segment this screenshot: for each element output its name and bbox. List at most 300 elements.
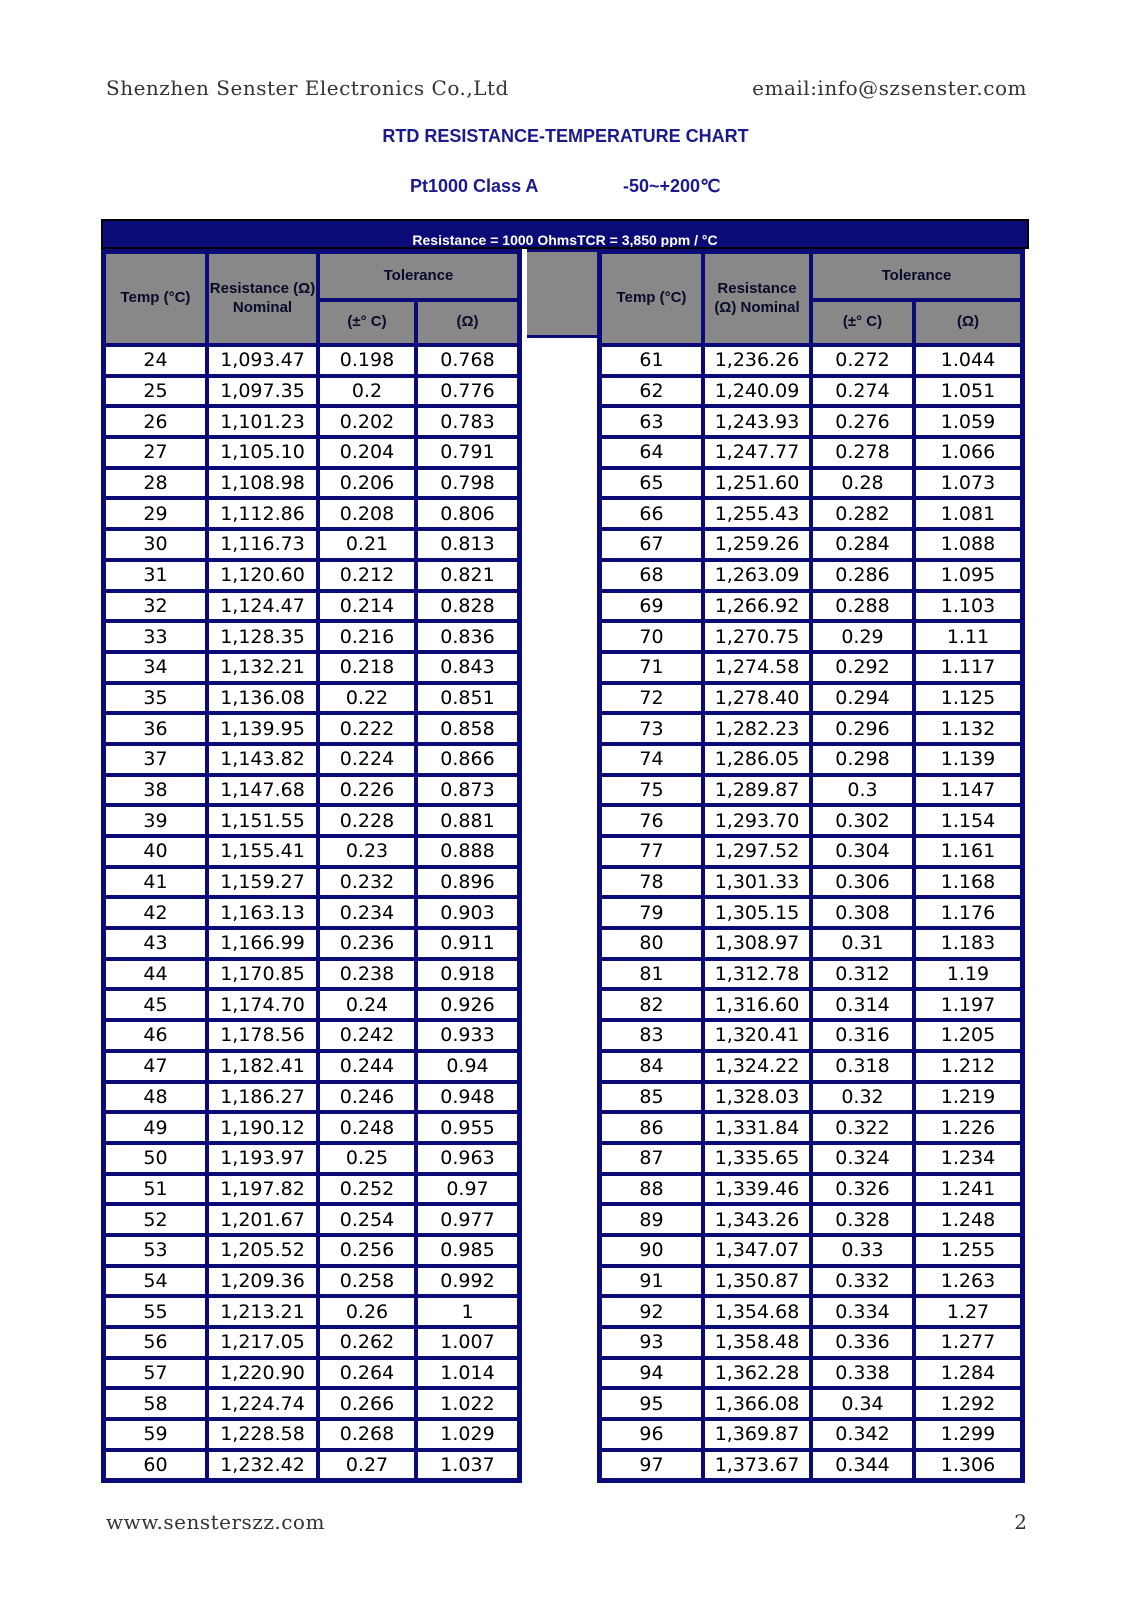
tolerance-ohm-cell: 0.903: [416, 897, 519, 928]
resistance-cell: 1,343.26: [703, 1204, 811, 1235]
tolerance-ohm-cell: 0.933: [416, 1020, 519, 1051]
temp-cell: 83: [600, 1020, 703, 1051]
temp-cell: 89: [600, 1204, 703, 1235]
table-row: [600, 1204, 1022, 1235]
temp-cell: 95: [600, 1388, 703, 1419]
tolerance-ohm-cell: 1.248: [914, 1204, 1022, 1235]
table-row: [600, 529, 1022, 560]
table-row: [600, 744, 1022, 775]
resistance-cell: 1,282.23: [703, 713, 811, 744]
tolerance-deg-cell: 0.302: [811, 805, 914, 836]
resistance-cell: 1,128.35: [207, 621, 318, 652]
table-row: [104, 744, 519, 775]
table-row: [104, 1266, 519, 1297]
resistance-cell: 1,186.27: [207, 1082, 318, 1113]
resistance-cell: 1,193.97: [207, 1143, 318, 1174]
temp-cell: 71: [600, 652, 703, 683]
table-row: [104, 867, 519, 898]
tolerance-deg-cell: 0.206: [318, 468, 416, 499]
table-row: [104, 713, 519, 744]
tolerance-ohm-cell: 0.888: [416, 836, 519, 867]
resistance-cell: 1,339.46: [703, 1174, 811, 1205]
resistance-cell: 1,143.82: [207, 744, 318, 775]
table-row: [600, 437, 1022, 468]
temp-cell: 76: [600, 805, 703, 836]
table-row: [104, 345, 519, 376]
resistance-cell: 1,217.05: [207, 1327, 318, 1358]
table-row: [600, 498, 1022, 529]
tolerance-deg-cell: 0.198: [318, 345, 416, 376]
temp-cell: 26: [104, 406, 207, 437]
table-row: [104, 683, 519, 714]
resistance-cell: 1,278.40: [703, 683, 811, 714]
table-row: [600, 867, 1022, 898]
resistance-cell: 1,297.52: [703, 836, 811, 867]
tolerance-ohm-cell: 1.299: [914, 1419, 1022, 1450]
tolerance-ohm-cell: 1.095: [914, 560, 1022, 591]
tolerance-ohm-cell: 1.306: [914, 1450, 1022, 1481]
tolerance-ohm-cell: 1.037: [416, 1450, 519, 1481]
table-row: [104, 1235, 519, 1266]
tolerance-deg-cell: 0.264: [318, 1358, 416, 1389]
table-row: [600, 713, 1022, 744]
tolerance-deg-cell: 0.226: [318, 775, 416, 806]
col-tolerance-header: Tolerance: [318, 252, 519, 300]
temp-cell: 31: [104, 560, 207, 591]
temp-cell: 81: [600, 959, 703, 990]
temp-cell: 49: [104, 1112, 207, 1143]
tolerance-ohm-cell: 1.014: [416, 1358, 519, 1389]
col-temp-header: Temp (°C): [600, 252, 703, 345]
col-tol-deg-header: (±° C): [318, 300, 416, 345]
col-temp-header: Temp (°C): [104, 252, 207, 345]
temp-cell: 45: [104, 989, 207, 1020]
temp-cell: 88: [600, 1174, 703, 1205]
resistance-cell: 1,201.67: [207, 1204, 318, 1235]
tolerance-ohm-cell: 1.088: [914, 529, 1022, 560]
tolerance-ohm-cell: 1.255: [914, 1235, 1022, 1266]
tolerance-ohm-cell: 1.029: [416, 1419, 519, 1450]
resistance-cell: 1,293.70: [703, 805, 811, 836]
temp-cell: 63: [600, 406, 703, 437]
tolerance-ohm-cell: 1.168: [914, 867, 1022, 898]
table-row: [104, 1143, 519, 1174]
resistance-cell: 1,116.73: [207, 529, 318, 560]
rtd-table-left: [101, 249, 522, 1483]
tolerance-ohm-cell: 1.11: [914, 621, 1022, 652]
table-row: [600, 560, 1022, 591]
chart-title: RTD RESISTANCE-TEMPERATURE CHART: [382, 126, 749, 146]
resistance-cell: 1,328.03: [703, 1082, 811, 1113]
tolerance-deg-cell: 0.278: [811, 437, 914, 468]
resistance-cell: 1,312.78: [703, 959, 811, 990]
resistance-cell: 1,316.60: [703, 989, 811, 1020]
table-row: [104, 1020, 519, 1051]
resistance-cell: 1,120.60: [207, 560, 318, 591]
table-body-right: [600, 345, 1022, 1480]
tolerance-ohm-cell: 1.154: [914, 805, 1022, 836]
tolerance-ohm-cell: 1.263: [914, 1266, 1022, 1297]
tolerance-ohm-cell: 1.183: [914, 928, 1022, 959]
tolerance-ohm-cell: 1.081: [914, 498, 1022, 529]
tolerance-ohm-cell: 0.948: [416, 1082, 519, 1113]
tolerance-deg-cell: 0.33: [811, 1235, 914, 1266]
resistance-cell: 1,205.52: [207, 1235, 318, 1266]
resistance-cell: 1,369.87: [703, 1419, 811, 1450]
resistance-cell: 1,301.33: [703, 867, 811, 898]
table-row: [104, 897, 519, 928]
tolerance-deg-cell: 0.304: [811, 836, 914, 867]
resistance-cell: 1,190.12: [207, 1112, 318, 1143]
temp-cell: 61: [600, 345, 703, 376]
table-row: [600, 1051, 1022, 1082]
col-resistance-header: Resistance (Ω) Nominal: [703, 252, 811, 345]
tolerance-deg-cell: 0.23: [318, 836, 416, 867]
tolerance-ohm-cell: 0.977: [416, 1204, 519, 1235]
tolerance-deg-cell: 0.338: [811, 1358, 914, 1389]
temp-cell: 79: [600, 897, 703, 928]
temp-cell: 73: [600, 713, 703, 744]
tolerance-ohm-cell: 1.132: [914, 713, 1022, 744]
resistance-cell: 1,255.43: [703, 498, 811, 529]
temp-cell: 69: [600, 591, 703, 622]
company-email: email:info@szsenster.com: [752, 76, 1027, 100]
temp-cell: 57: [104, 1358, 207, 1389]
resistance-cell: 1,247.77: [703, 437, 811, 468]
tolerance-ohm-cell: 0.858: [416, 713, 519, 744]
temp-cell: 27: [104, 437, 207, 468]
tolerance-deg-cell: 0.216: [318, 621, 416, 652]
table-row: [104, 1388, 519, 1419]
resistance-cell: 1,358.48: [703, 1327, 811, 1358]
resistance-cell: 1,228.58: [207, 1419, 318, 1450]
table-row: [104, 775, 519, 806]
temp-cell: 47: [104, 1051, 207, 1082]
temp-cell: 67: [600, 529, 703, 560]
temp-cell: 39: [104, 805, 207, 836]
resistance-cell: 1,373.67: [703, 1450, 811, 1481]
tolerance-ohm-cell: 1.212: [914, 1051, 1022, 1082]
temp-cell: 60: [104, 1450, 207, 1481]
col-tolerance-header: Tolerance: [811, 252, 1022, 300]
tolerance-deg-cell: 0.224: [318, 744, 416, 775]
temp-cell: 50: [104, 1143, 207, 1174]
temp-cell: 96: [600, 1419, 703, 1450]
temp-cell: 75: [600, 775, 703, 806]
tolerance-ohm-cell: 0.866: [416, 744, 519, 775]
table-row: [104, 437, 519, 468]
tolerance-ohm-cell: 0.836: [416, 621, 519, 652]
table-row: [600, 1082, 1022, 1113]
resistance-cell: 1,308.97: [703, 928, 811, 959]
temp-cell: 77: [600, 836, 703, 867]
tolerance-deg-cell: 0.336: [811, 1327, 914, 1358]
temp-cell: 84: [600, 1051, 703, 1082]
tolerance-ohm-cell: 1.234: [914, 1143, 1022, 1174]
table-row: [104, 406, 519, 437]
tolerance-ohm-cell: 0.992: [416, 1266, 519, 1297]
table-row: [104, 1204, 519, 1235]
sensor-type: Pt1000 Class A: [410, 176, 539, 196]
temp-cell: 35: [104, 683, 207, 714]
resistance-cell: 1,139.95: [207, 713, 318, 744]
resistance-cell: 1,266.92: [703, 591, 811, 622]
tolerance-ohm-cell: 1.007: [416, 1327, 519, 1358]
tolerance-deg-cell: 0.34: [811, 1388, 914, 1419]
temp-cell: 53: [104, 1235, 207, 1266]
resistance-cell: 1,220.90: [207, 1358, 318, 1389]
tolerance-ohm-cell: 1: [416, 1296, 519, 1327]
tolerance-deg-cell: 0.262: [318, 1327, 416, 1358]
tolerance-deg-cell: 0.218: [318, 652, 416, 683]
resistance-cell: 1,136.08: [207, 683, 318, 714]
table-row: [104, 1296, 519, 1327]
tolerance-ohm-cell: 0.821: [416, 560, 519, 591]
temp-cell: 44: [104, 959, 207, 990]
table-row: [600, 959, 1022, 990]
temp-cell: 78: [600, 867, 703, 898]
temp-cell: 54: [104, 1266, 207, 1297]
resistance-cell: 1,240.09: [703, 376, 811, 407]
rtd-table-right: [597, 249, 1025, 1483]
tolerance-ohm-cell: 1.022: [416, 1388, 519, 1419]
tolerance-ohm-cell: 1.059: [914, 406, 1022, 437]
table-row: [104, 560, 519, 591]
tolerance-ohm-cell: 0.881: [416, 805, 519, 836]
tolerance-deg-cell: 0.344: [811, 1450, 914, 1481]
resistance-cell: 1,166.99: [207, 928, 318, 959]
resistance-cell: 1,197.82: [207, 1174, 318, 1205]
tolerance-deg-cell: 0.228: [318, 805, 416, 836]
tolerance-ohm-cell: 0.776: [416, 376, 519, 407]
resistance-cell: 1,243.93: [703, 406, 811, 437]
tolerance-ohm-cell: 1.051: [914, 376, 1022, 407]
tolerance-deg-cell: 0.202: [318, 406, 416, 437]
resistance-cell: 1,224.74: [207, 1388, 318, 1419]
table-row: [600, 1327, 1022, 1358]
tolerance-deg-cell: 0.334: [811, 1296, 914, 1327]
tolerance-deg-cell: 0.238: [318, 959, 416, 990]
tolerance-ohm-cell: 0.911: [416, 928, 519, 959]
table-row: [104, 1450, 519, 1481]
tolerance-ohm-cell: 1.125: [914, 683, 1022, 714]
tolerance-deg-cell: 0.322: [811, 1112, 914, 1143]
tolerance-deg-cell: 0.3: [811, 775, 914, 806]
resistance-cell: 1,155.41: [207, 836, 318, 867]
temp-cell: 43: [104, 928, 207, 959]
tolerance-ohm-cell: 1.292: [914, 1388, 1022, 1419]
table-row: [600, 989, 1022, 1020]
table-row: [104, 1051, 519, 1082]
resistance-cell: 1,324.22: [703, 1051, 811, 1082]
temperature-range: -50~+200℃: [623, 176, 721, 196]
tolerance-deg-cell: 0.252: [318, 1174, 416, 1205]
tolerance-deg-cell: 0.24: [318, 989, 416, 1020]
temp-cell: 62: [600, 376, 703, 407]
tolerance-deg-cell: 0.214: [318, 591, 416, 622]
table-row: [104, 1358, 519, 1389]
table-row: [104, 1327, 519, 1358]
tolerance-deg-cell: 0.242: [318, 1020, 416, 1051]
resistance-cell: 1,286.05: [703, 744, 811, 775]
tolerance-ohm-cell: 0.985: [416, 1235, 519, 1266]
table-row: [104, 1174, 519, 1205]
temp-cell: 66: [600, 498, 703, 529]
tolerance-ohm-cell: 0.955: [416, 1112, 519, 1143]
table-row: [600, 652, 1022, 683]
tolerance-ohm-cell: 1.044: [914, 345, 1022, 376]
tolerance-ohm-cell: 1.139: [914, 744, 1022, 775]
tolerance-ohm-cell: 0.851: [416, 683, 519, 714]
tolerance-ohm-cell: 0.783: [416, 406, 519, 437]
temp-cell: 33: [104, 621, 207, 652]
resistance-cell: 1,178.56: [207, 1020, 318, 1051]
table-row: [600, 1112, 1022, 1143]
company-name: Shenzhen Senster Electronics Co.,Ltd: [106, 76, 509, 100]
tolerance-ohm-cell: 0.97: [416, 1174, 519, 1205]
temp-cell: 40: [104, 836, 207, 867]
temp-cell: 65: [600, 468, 703, 499]
table-row: [600, 805, 1022, 836]
tolerance-ohm-cell: 0.813: [416, 529, 519, 560]
tolerance-ohm-cell: 0.896: [416, 867, 519, 898]
resistance-cell: 1,163.13: [207, 897, 318, 928]
table-row: [600, 406, 1022, 437]
tolerance-deg-cell: 0.268: [318, 1419, 416, 1450]
tolerance-deg-cell: 0.286: [811, 560, 914, 591]
table-row: [600, 1296, 1022, 1327]
table-row: [600, 683, 1022, 714]
tcr-banner: Resistance = 1000 OhmsTCR = 3,850 ppm / °C: [101, 219, 1029, 249]
table-row: [600, 1174, 1022, 1205]
tolerance-ohm-cell: 0.798: [416, 468, 519, 499]
temp-cell: 94: [600, 1358, 703, 1389]
resistance-cell: 1,236.26: [703, 345, 811, 376]
tolerance-deg-cell: 0.306: [811, 867, 914, 898]
tolerance-ohm-cell: 1.226: [914, 1112, 1022, 1143]
temp-cell: 55: [104, 1296, 207, 1327]
tolerance-ohm-cell: 0.963: [416, 1143, 519, 1174]
temp-cell: 91: [600, 1266, 703, 1297]
temp-cell: 42: [104, 897, 207, 928]
tolerance-deg-cell: 0.296: [811, 713, 914, 744]
temp-cell: 30: [104, 529, 207, 560]
tolerance-ohm-cell: 0.918: [416, 959, 519, 990]
table-row: [104, 805, 519, 836]
table-row: [104, 928, 519, 959]
temp-cell: 90: [600, 1235, 703, 1266]
temp-cell: 38: [104, 775, 207, 806]
table-body-left: [104, 345, 519, 1480]
table-row: [104, 376, 519, 407]
temp-cell: 28: [104, 468, 207, 499]
table-row: [600, 345, 1022, 376]
tolerance-deg-cell: 0.284: [811, 529, 914, 560]
temp-cell: 41: [104, 867, 207, 898]
table-row: [600, 1020, 1022, 1051]
temp-cell: 64: [600, 437, 703, 468]
table-row: [600, 1450, 1022, 1481]
tolerance-ohm-cell: 1.103: [914, 591, 1022, 622]
resistance-cell: 1,366.08: [703, 1388, 811, 1419]
resistance-cell: 1,335.65: [703, 1143, 811, 1174]
resistance-cell: 1,132.21: [207, 652, 318, 683]
resistance-cell: 1,097.35: [207, 376, 318, 407]
resistance-cell: 1,159.27: [207, 867, 318, 898]
tolerance-deg-cell: 0.212: [318, 560, 416, 591]
tolerance-ohm-cell: 1.147: [914, 775, 1022, 806]
col-tol-ohm-header: (Ω): [416, 300, 519, 345]
tolerance-deg-cell: 0.314: [811, 989, 914, 1020]
temp-cell: 51: [104, 1174, 207, 1205]
tolerance-deg-cell: 0.21: [318, 529, 416, 560]
temp-cell: 29: [104, 498, 207, 529]
tolerance-ohm-cell: 0.843: [416, 652, 519, 683]
resistance-cell: 1,270.75: [703, 621, 811, 652]
tolerance-deg-cell: 0.318: [811, 1051, 914, 1082]
temp-cell: 37: [104, 744, 207, 775]
tolerance-ohm-cell: 1.205: [914, 1020, 1022, 1051]
resistance-cell: 1,331.84: [703, 1112, 811, 1143]
tolerance-deg-cell: 0.274: [811, 376, 914, 407]
temp-cell: 97: [600, 1450, 703, 1481]
col-resistance-header: Resistance (Ω) Nominal: [207, 252, 318, 345]
tolerance-deg-cell: 0.324: [811, 1143, 914, 1174]
page-number: 2: [1014, 1510, 1027, 1534]
temp-cell: 25: [104, 376, 207, 407]
tolerance-ohm-cell: 1.117: [914, 652, 1022, 683]
table-row: [104, 1419, 519, 1450]
temp-cell: 68: [600, 560, 703, 591]
tolerance-deg-cell: 0.232: [318, 867, 416, 898]
tolerance-ohm-cell: 0.926: [416, 989, 519, 1020]
tolerance-deg-cell: 0.248: [318, 1112, 416, 1143]
tolerance-deg-cell: 0.292: [811, 652, 914, 683]
tolerance-ohm-cell: 1.284: [914, 1358, 1022, 1389]
temp-cell: 36: [104, 713, 207, 744]
table-row: [104, 836, 519, 867]
tolerance-ohm-cell: 1.176: [914, 897, 1022, 928]
resistance-cell: 1,108.98: [207, 468, 318, 499]
temp-cell: 58: [104, 1388, 207, 1419]
table-row: [104, 529, 519, 560]
tolerance-deg-cell: 0.31: [811, 928, 914, 959]
tolerance-deg-cell: 0.25: [318, 1143, 416, 1174]
resistance-cell: 1,112.86: [207, 498, 318, 529]
tolerance-deg-cell: 0.254: [318, 1204, 416, 1235]
table-row: [104, 1082, 519, 1113]
tolerance-deg-cell: 0.342: [811, 1419, 914, 1450]
table-row: [104, 468, 519, 499]
table-row: [600, 1266, 1022, 1297]
tolerance-deg-cell: 0.234: [318, 897, 416, 928]
tolerance-ohm-cell: 1.277: [914, 1327, 1022, 1358]
temp-cell: 56: [104, 1327, 207, 1358]
tolerance-deg-cell: 0.244: [318, 1051, 416, 1082]
temp-cell: 80: [600, 928, 703, 959]
tolerance-ohm-cell: 0.828: [416, 591, 519, 622]
table-row: [104, 591, 519, 622]
table-row: [104, 621, 519, 652]
table-row: [104, 989, 519, 1020]
table-row: [600, 1419, 1022, 1450]
resistance-cell: 1,170.85: [207, 959, 318, 990]
tolerance-deg-cell: 0.326: [811, 1174, 914, 1205]
tolerance-deg-cell: 0.204: [318, 437, 416, 468]
resistance-cell: 1,174.70: [207, 989, 318, 1020]
table-row: [600, 897, 1022, 928]
tolerance-ohm-cell: 0.806: [416, 498, 519, 529]
